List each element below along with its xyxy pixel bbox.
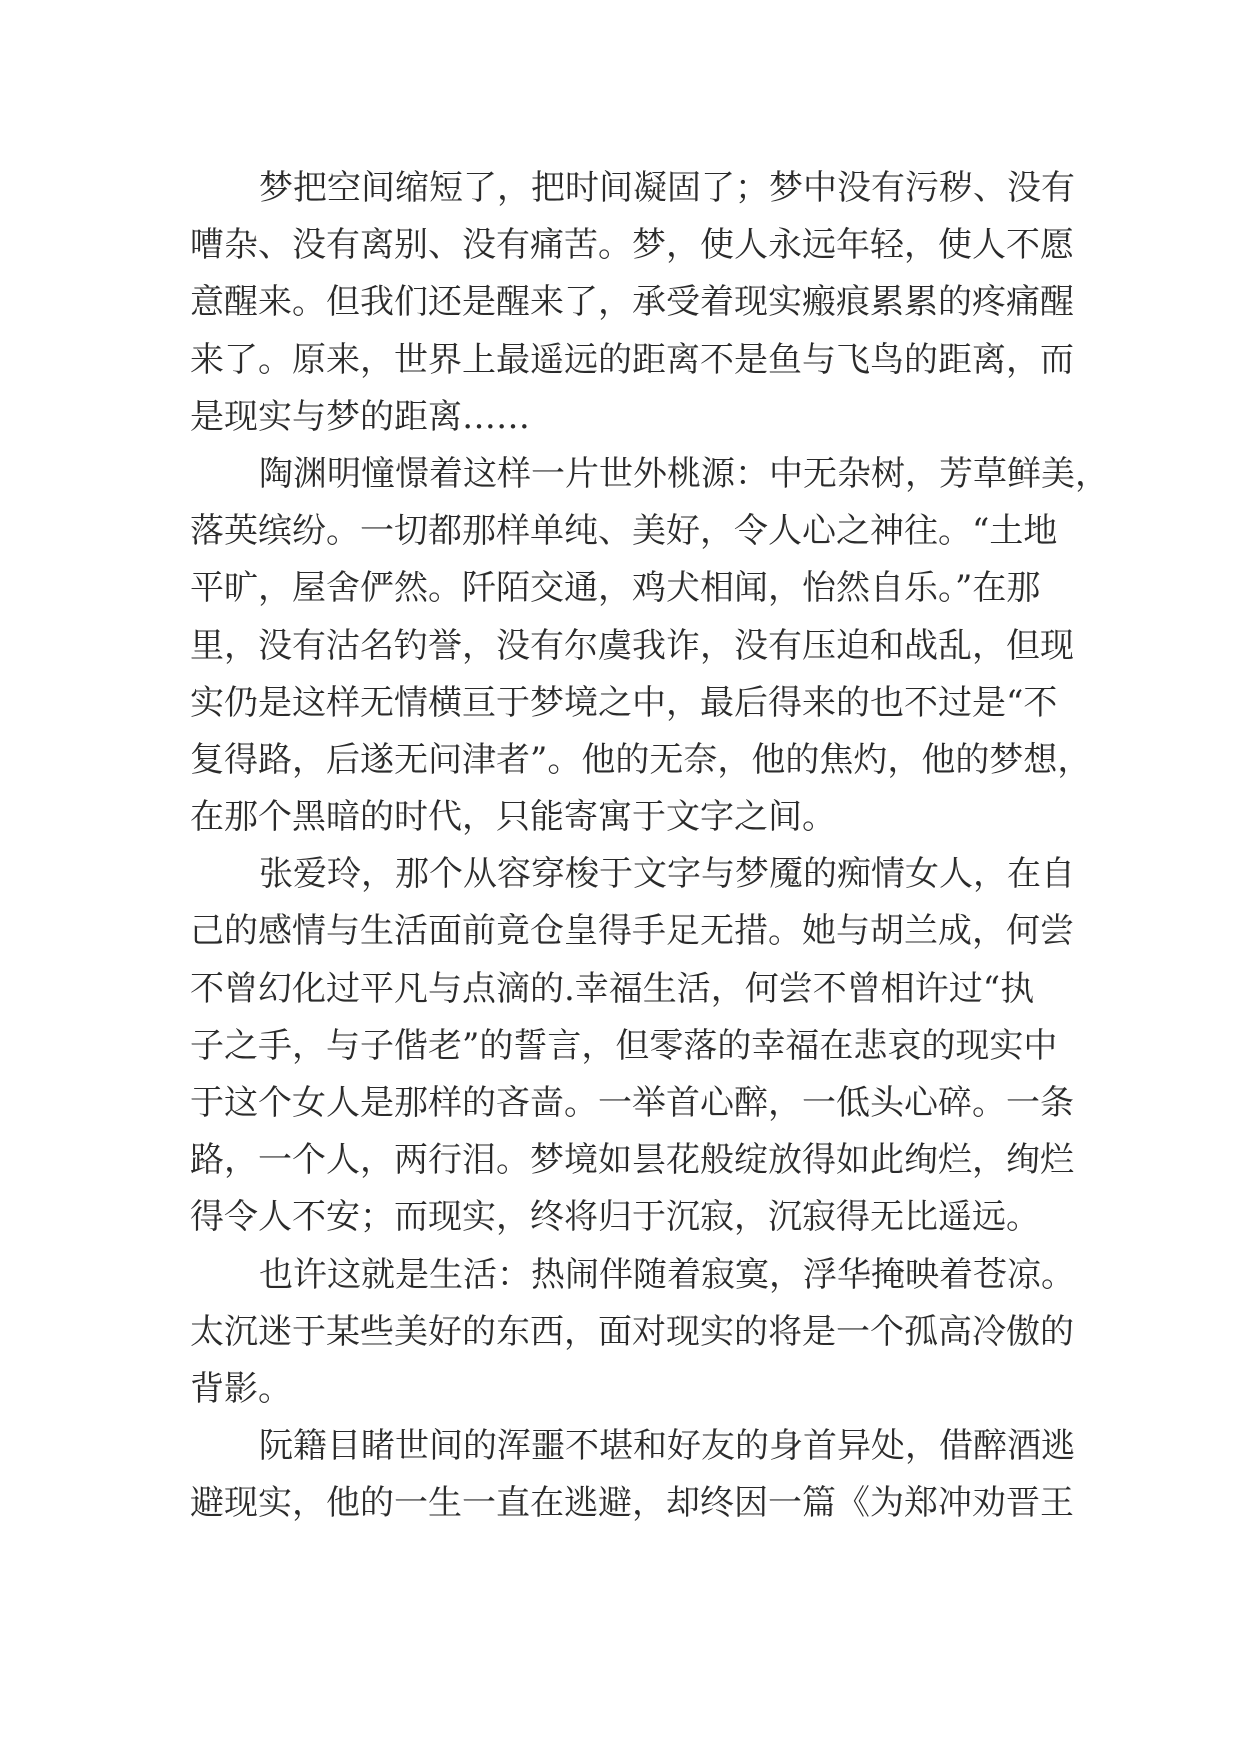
text-line: 陶渊明憧憬着这样一片世外桃源：中无杂树，芳草鲜美，: [259, 453, 1109, 494]
text-line: 落英缤纷。一切都那样单纯、美好，令人心之神往。“土地: [190, 511, 1058, 552]
text-line: 避现实，他的一生一直在逃避，却终因一篇《为郑冲劝晋王: [190, 1483, 1074, 1524]
text-line: 阮籍目睹世间的浑噩不堪和好友的身首异处，借醉酒逃: [259, 1426, 1075, 1467]
text-line: 复得路，后遂无问津者”。他的无奈，他的焦灼，他的梦想，: [190, 739, 1092, 780]
text-line: 嘈杂、没有离别、没有痛苦。梦，使人永远年轻，使人不愿: [190, 225, 1074, 266]
text-line: 是现实与梦的距离……: [190, 396, 530, 437]
text-line: 子之手，与子偕老”的誓言，但零落的幸福在悲哀的现实中: [190, 1025, 1058, 1066]
text-line: 己的感情与生活面前竟仓皇得手足无措。她与胡兰成，何尝: [190, 911, 1074, 952]
text-line: 太沉迷于某些美好的东西，面对现实的将是一个孤高冷傲的: [190, 1311, 1074, 1352]
text-line: 意醒来。但我们还是醒来了，承受着现实瘢痕累累的疼痛醒: [190, 282, 1074, 323]
text-line: 梦把空间缩短了，把时间凝固了；梦中没有污秽、没有: [259, 168, 1075, 208]
text-line: 于这个女人是那样的吝啬。一举首心醉，一低头心碎。一条: [190, 1083, 1074, 1123]
text-line: 张爱玲，那个从容穿梭于文字与梦魇的痴情女人，在自: [259, 854, 1075, 895]
text-line: 来了。原来，世界上最遥远的距离不是鱼与飞鸟的距离，而: [190, 339, 1074, 380]
text-line: 也许这就是生活：热闹伴随着寂寞，浮华掩映着苍凉。: [259, 1254, 1075, 1295]
text-line: 平旷，屋舍俨然。阡陌交通，鸡犬相闻，怡然自乐。”在那: [190, 568, 1041, 609]
document-body: [190, 160, 1109, 1533]
text-line: 不曾幻化过平凡与点滴的.幸福生活，何尝不曾相许过“执: [190, 968, 1035, 1009]
text-line: 背影。: [190, 1368, 292, 1409]
text-line: 实仍是这样无情横亘于梦境之中，最后得来的也不过是“不: [190, 682, 1058, 723]
text-line: 在那个黑暗的时代，只能寄寓于文字之间。: [190, 797, 836, 838]
text-line: 路，一个人，两行泪。梦境如昙花般绽放得如此绚烂，绚烂: [190, 1140, 1074, 1181]
text-line: 里，没有沽名钓誉，没有尔虞我诈，没有压迫和战乱，但现: [190, 625, 1074, 666]
text-line: 得令人不安；而现实，终将归于沉寂，沉寂得无比遥远。: [190, 1197, 1040, 1238]
